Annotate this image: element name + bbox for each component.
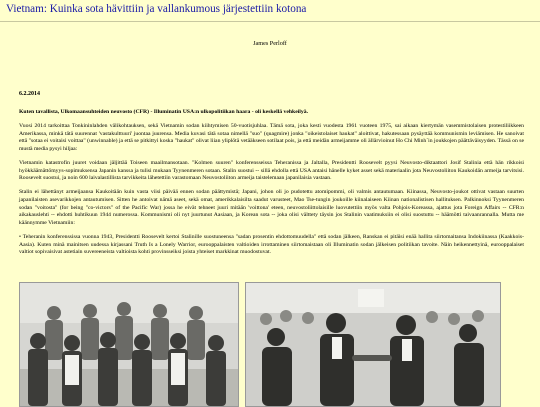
article-paragraph-1: Vuosi 2014 tarkoittaa Tonkininlahden välikohtauksen, sekä Vietnamin sodan kiihtymisen 50-vuotisjuhlaa. Tämä sota, joka kesti vuodesta 1961 vuoteen 1975, sai aikaan kiertymän vasemmistolaisen protestiliikkeen Amerikassa, minkä tätä suurennat 'vastakulttuuri' juontaa juurensa. Media kuvasi tätä sotaa nimellä "suo" (quagmire) jonka "oikeistolaiset haukat" aloittivat, hakutessaan pysäyttää kommunismin leviämisen. He sanoivat että "sotaa ei voitaisi voittaa" (unwinnable) ja että se pitkittyi koska "haukat" olivat liian yliplötä vetääkseen sotilaat pois, ja että meidän armeijamme oli ällärvioinut Ho Chi Minh´in joukkojen päättäväisyyden. Tässä on se mustä media pysyi hiljaa: xyxy=(19,123,524,152)
article-paragraph-4: • Teheranin konferenssissa vuonna 1943, Presidentti Roosevelt kertoi Stalinille suostuneensa "sadan prosentin ehdottomuudella" että sodan jälkeen, Ranskan ei pitäisi enää hallita siirtomaitansa Indokiinassa (Kaakkois-Aasia). Kuten minä mainitsen uudessa kirjassani Truth Is a Lonely Warrior, eurooppalaisten valtioiden irrottaminen siirtomaistaan oli Illuminatin sodan jälkeisen politiikan tavoite. Näin heikennettyinä, eurooppalaiset valtiot sopivaisivat astetiain suvereeneista valtioista kohti provinsseiksi joista yhteiset markkinat muodostuvat. xyxy=(19,233,524,256)
photo-handshake-crowd xyxy=(245,282,501,407)
group-photo-image xyxy=(20,283,238,406)
article-body xyxy=(19,90,524,263)
title-divider xyxy=(0,21,540,22)
photo-row xyxy=(19,282,499,405)
handshake-photo-image xyxy=(246,283,500,406)
author-name: James Perloff xyxy=(253,40,287,47)
page-title: Vietnam: Kuinka sota hävittiin ja vallankumous järjestettiin kotona xyxy=(6,3,307,15)
photo-group-soldiers xyxy=(19,282,239,407)
article-paragraph-2: Vietnamin katastrofin juuret voidaan jäljittää Toiseen maailmansotaan. "Kolmen suuren" konferensseissa Teheranissa ja Jaltalla, Presidentti Roosevelt pyysi Neuvosto-diktaattori Josif Stalinia että hän rikkoisi hyökkäämättömyys-sopimuksensa Japanin kanssa ja tulisi mukaan Tyynenmeren sotaan. Stalin suostui -- sillä ehdolla että USA antaisi hänelle kyket asset sekä materiaalin jota Neuvostoliiton Kaukoidän armeija tarvitsisi. Roosevelt suostui, ja noin 600 laivalastillista tarvikkeita lähetettiin varastomaan Neuvostoliiton armeija taistelemaan japanilaisia vastaan. xyxy=(19,160,524,182)
article-paragraph-3: Stalin ei lähettänyt armeijaansa Kaukoitään kuin vasta viisi päivää ennen sodan päättymistä; Japani, johon oli jo pudotettu atomipommi, oli valmis antautumaan. Kiinassa, Neuvosto-joukot ottivat vastaan suurten japanilaisten asevarikkojen antautumisen. Sitten he antoivat nämä aseet, sekä omat, amerikkalaisilta saadut varusteet, Mao Tse-tungin joukoille kiinalaiseen Kiinan nationalistisen hallituksen. Palkinnoksi Tyynenmeren sodan "voitosta" (for being "co-victors" of the Pacific War) jossa he eivät tehneet juuri mitään 'voittona' eteen, neuvostoliittolaisille luovutettiin myös valta Pohjois-Koreassa, ajattus jota Foreign Affairs -- CFR:n aikakauslehti -- ehdotti huhtikuun 1944 numerossa. Kommunismi oli nyt juurtunut Aasiaan, ja Korean sota -- joka olisi välttety täysin jos Stalinin vaatimuksiin ei olisi suostuttu -- häämötti taivaanrannalla. Mutta me käännymme Vietnamiin: xyxy=(19,189,524,226)
article-lead: Kuten tavallista, Ulkomaansuhteiden neuvosto (CFR) - Illuminatin USA:n ulkopolitiikan haara - oli keskellä vehkeilyä. xyxy=(19,109,308,116)
article-date: 6.2.2014 xyxy=(19,91,40,97)
